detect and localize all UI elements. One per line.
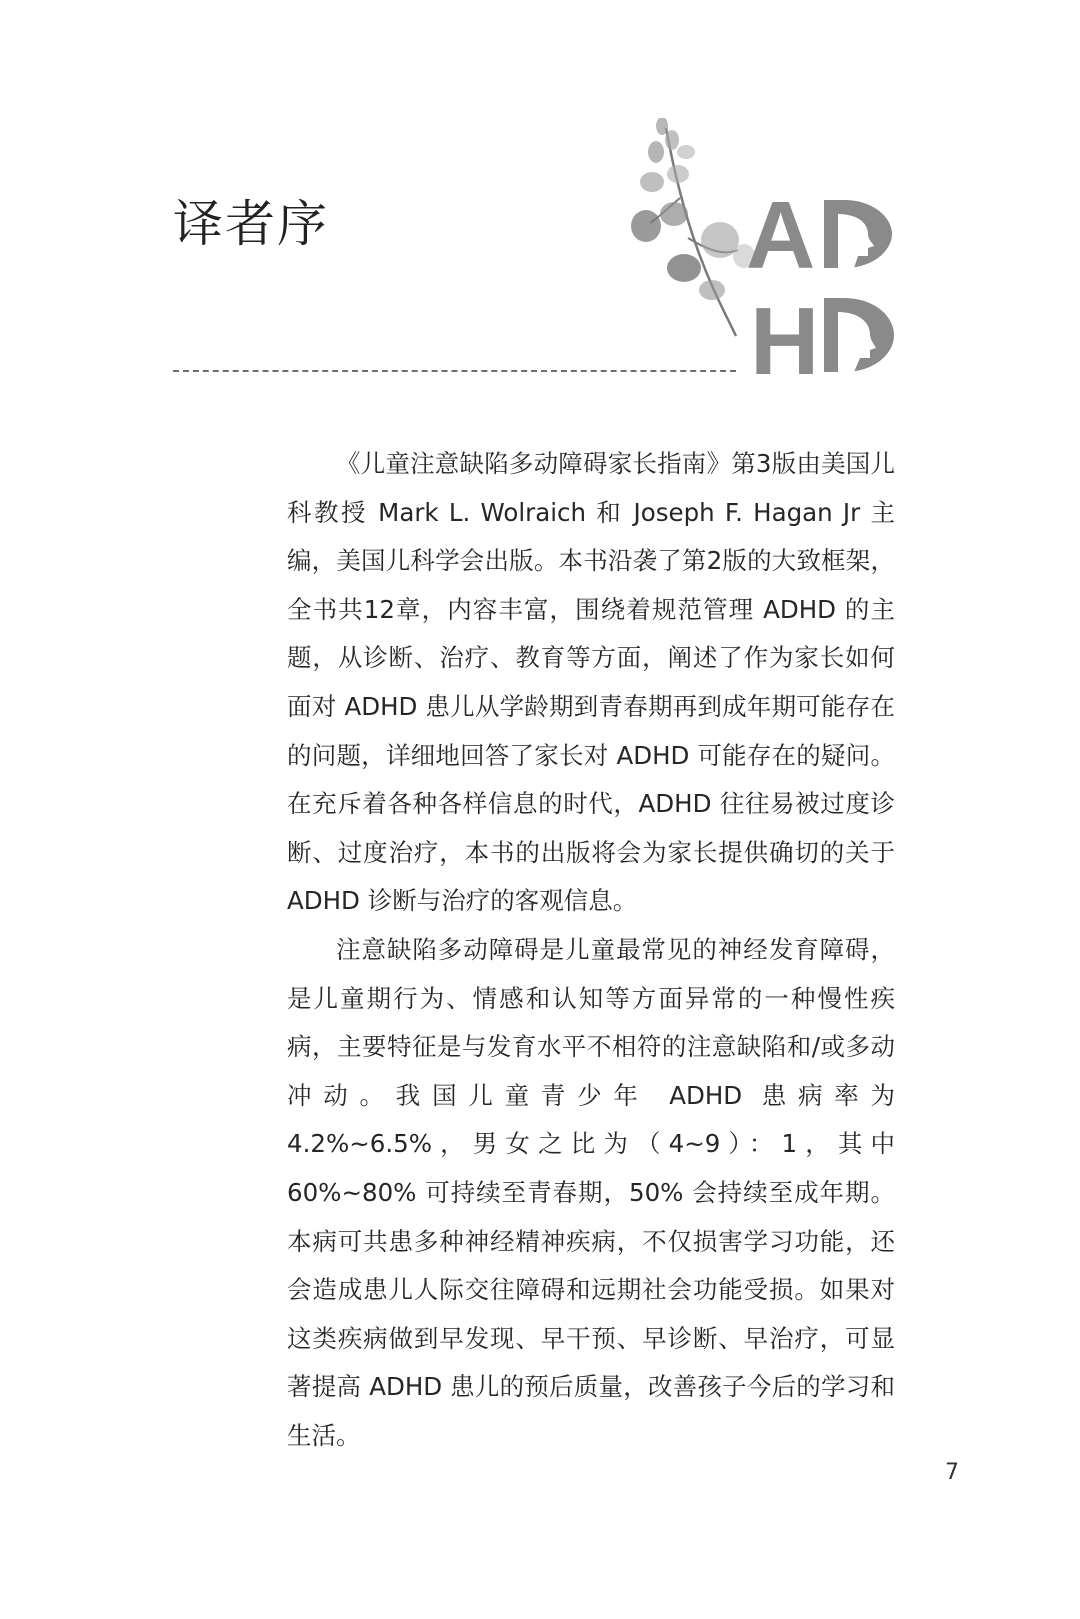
dashed-divider (173, 370, 736, 372)
page-number: 7 (945, 1460, 959, 1485)
paragraph: 《儿童注意缺陷多动障碍家长指南》第3版由美国儿科教授 Mark L. Wolraich 和 Joseph F. Hagan Jr 主编，美国儿科学会出版。本书沿袭了第2版的大致框架，全书共12章，内容丰富，围绕着规范管理 ADHD 的主题，从诊断、治疗、教育等方面，阐述了作为家长如何面对 ADHD 患儿从学龄期到青春期再到成年期可能存在的问题，详细地回答了家长对 ADHD 可能存在的疑问。在充斥着各种各样信息的时代，ADHD 往往易被过度诊断、过度治疗，本书的出版将会为家长提供确切的关于 ADHD 诊断与治疗的客观信息。 (287, 449, 895, 916)
eucalyptus-branch-icon (628, 118, 908, 383)
adhd-logo (628, 118, 908, 383)
body-text (287, 440, 895, 1460)
svg-text:H: H (750, 288, 820, 383)
svg-text:A: A (746, 182, 816, 289)
page-title: 译者序 (173, 195, 329, 253)
paragraph: 注意缺陷多动障碍是儿童最常见的神经发育障碍，是儿童期行为、情感和认知等方面异常的一种慢性疾病，主要特征是与发育水平不相符的注意缺陷和/或多动冲动。我国儿童青少年 ADHD 患病率为 4.2%~6.5%，男女之比为（4~9）：1，其中 60%~80% 可持续至青春期，50% 会持续至成年期。本病可共患多种神经精神疾病，不仅损害学习功能，还会造成患儿人际交往障碍和远期社会功能受损。如果对这类疾病做到早发现、早干预、早诊断、早治疗，可显著提高 ADHD 患儿的预后质量，改善孩子今后的学习和生活。 (287, 934, 895, 1450)
